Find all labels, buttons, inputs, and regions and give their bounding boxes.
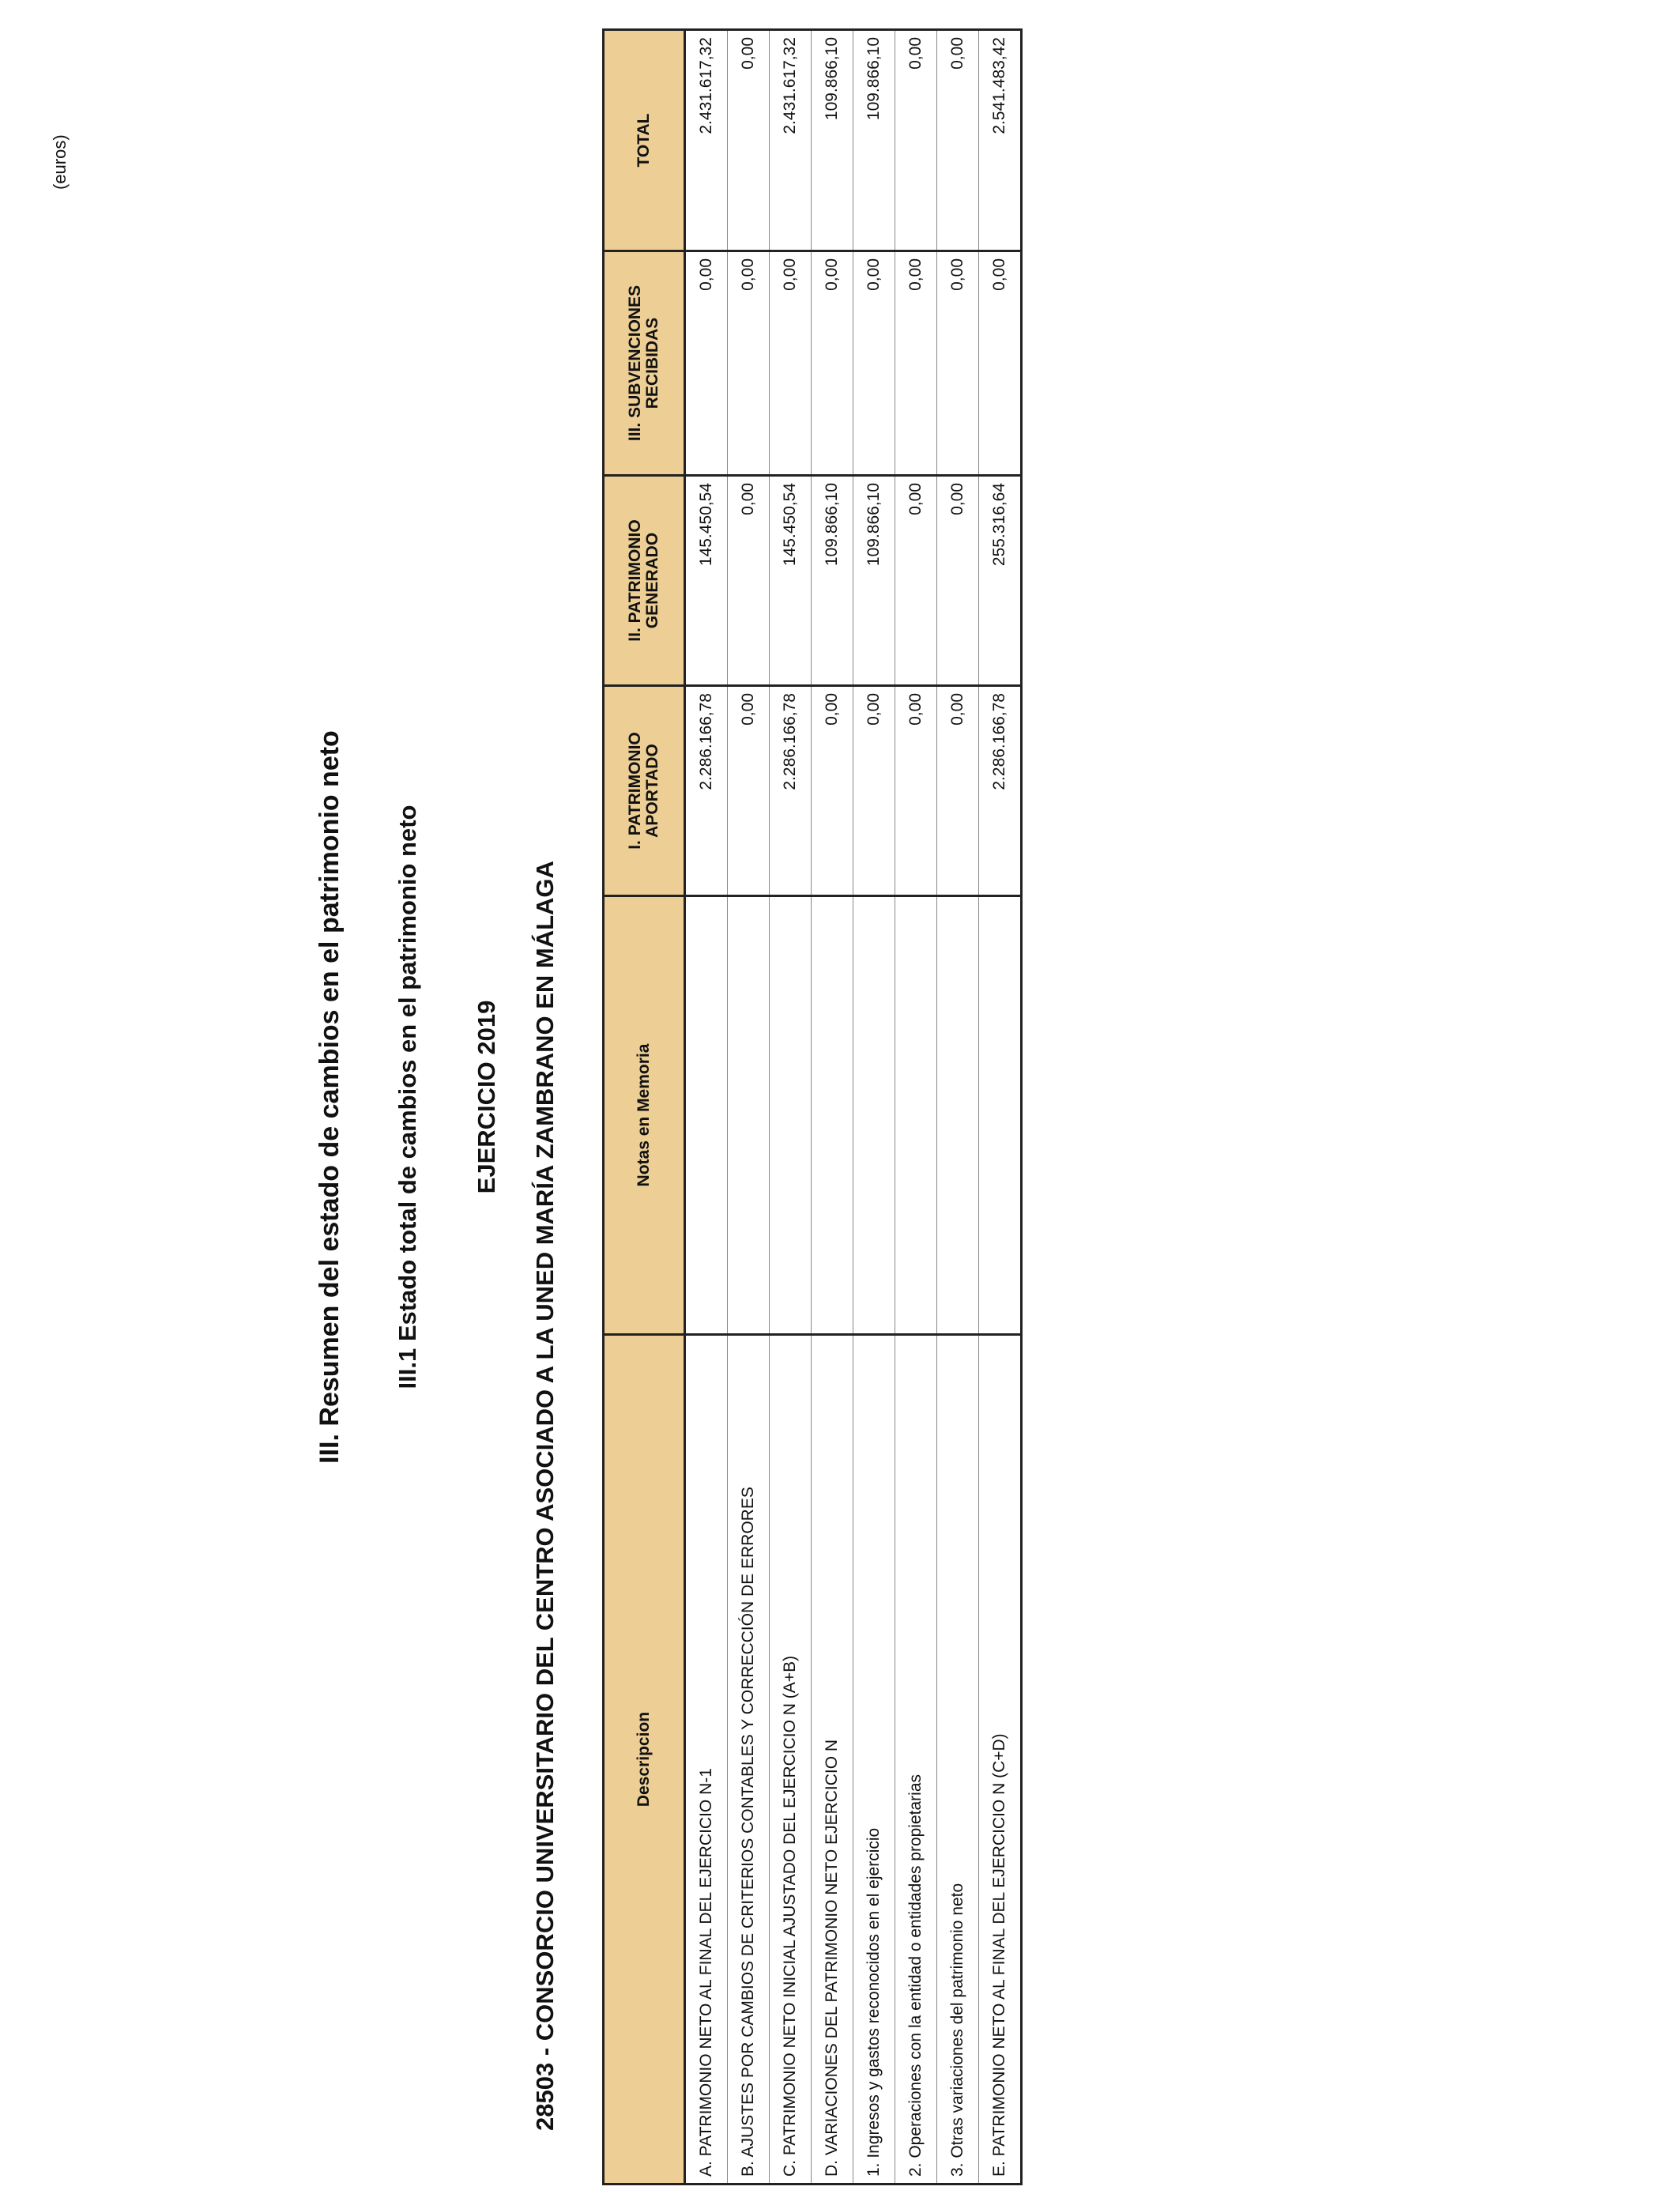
cell-total: 0,00 [728,30,770,251]
cell-generado: 255.316,64 [979,476,1022,686]
cell-subvenciones: 0,00 [853,251,895,476]
table-row [937,30,979,2185]
table-row [979,30,1022,2185]
cell-descripcion: E. PATRIMONIO NETO AL FINAL DEL EJERCICIO N (C+D) [979,1335,1022,2185]
cell-notas [685,896,728,1335]
table-row [770,30,812,2185]
cell-generado: 0,00 [728,476,770,686]
cell-subvenciones: 0,00 [728,251,770,476]
cell-descripcion: D. VARIACIONES DEL PATRIMONIO NETO EJERCICIO N [812,1335,853,2185]
table-header-row [604,30,685,2185]
header-aportado: I. PATRIMONIO APORTADO [604,686,685,896]
document-subtitle: III.1 Estado total de cambios en el patrimonio neto [394,805,421,1389]
cell-notas [770,896,812,1335]
header-generado: II. PATRIMONIO GENERADO [604,476,685,686]
units-label: (euros) [50,134,70,190]
header-notas: Notas en Memoria [604,896,685,1335]
cell-aportado: 0,00 [853,686,895,896]
cell-generado: 109.866,10 [853,476,895,686]
cell-subvenciones: 0,00 [812,251,853,476]
table-row [728,30,770,2185]
cell-total: 0,00 [895,30,937,251]
cell-descripcion: 1. Ingresos y gastos reconocidos en el ejercicio [853,1335,895,2185]
table-row [895,30,937,2185]
cell-notas [979,896,1022,1335]
cell-aportado: 2.286.166,78 [685,686,728,896]
document-title: III. Resumen del estado de cambios en el patrimonio neto [315,730,345,1464]
cell-generado: 145.450,54 [770,476,812,686]
cell-notas [812,896,853,1335]
cell-subvenciones: 0,00 [895,251,937,476]
cell-subvenciones: 0,00 [937,251,979,476]
cell-total: 2.541.483,42 [979,30,1022,251]
cell-aportado: 0,00 [812,686,853,896]
table-row [853,30,895,2185]
cell-generado: 145.450,54 [685,476,728,686]
table-row [685,30,728,2185]
cell-notas [853,896,895,1335]
cell-total: 0,00 [937,30,979,251]
cell-aportado: 0,00 [937,686,979,896]
cell-total: 2.431.617,32 [770,30,812,251]
cell-notas [937,896,979,1335]
header-subvenciones: III. SUBVENCIONES RECIBIDAS [604,251,685,476]
cell-subvenciones: 0,00 [685,251,728,476]
cell-aportado: 2.286.166,78 [770,686,812,896]
table-row [812,30,853,2185]
header-descripcion: Descripcion [604,1335,685,2185]
cell-generado: 0,00 [937,476,979,686]
cell-descripcion: 3. Otras variaciones del patrimonio neto [937,1335,979,2185]
cell-descripcion: C. PATRIMONIO NETO INICIAL AJUSTADO DEL EJERCICIO N (A+B) [770,1335,812,2185]
entity-name: 28503 - CONSORCIO UNIVERSITARIO DEL CENTRO ASOCIADO A LA UNED MARÍA ZAMBRANO EN MÁLAGA [531,861,559,2131]
cell-aportado: 2.286.166,78 [979,686,1022,896]
header-total: TOTAL [604,30,685,251]
patrimonio-table [602,28,1023,2185]
cell-total: 2.431.617,32 [685,30,728,251]
cell-total: 109.866,10 [853,30,895,251]
cell-aportado: 0,00 [895,686,937,896]
cell-descripcion: B. AJUSTES POR CAMBIOS DE CRITERIOS CONTABLES Y CORRECCIÓN DE ERRORES [728,1335,770,2185]
cell-notas [728,896,770,1335]
cell-aportado: 0,00 [728,686,770,896]
cell-subvenciones: 0,00 [979,251,1022,476]
cell-generado: 109.866,10 [812,476,853,686]
cell-generado: 0,00 [895,476,937,686]
cell-notas [895,896,937,1335]
cell-descripcion: A. PATRIMONIO NETO AL FINAL DEL EJERCICIO N-1 [685,1335,728,2185]
cell-total: 109.866,10 [812,30,853,251]
cell-subvenciones: 0,00 [770,251,812,476]
exercise-year: EJERCICIO 2019 [473,1000,500,1194]
cell-descripcion: 2. Operaciones con la entidad o entidades propietarias [895,1335,937,2185]
